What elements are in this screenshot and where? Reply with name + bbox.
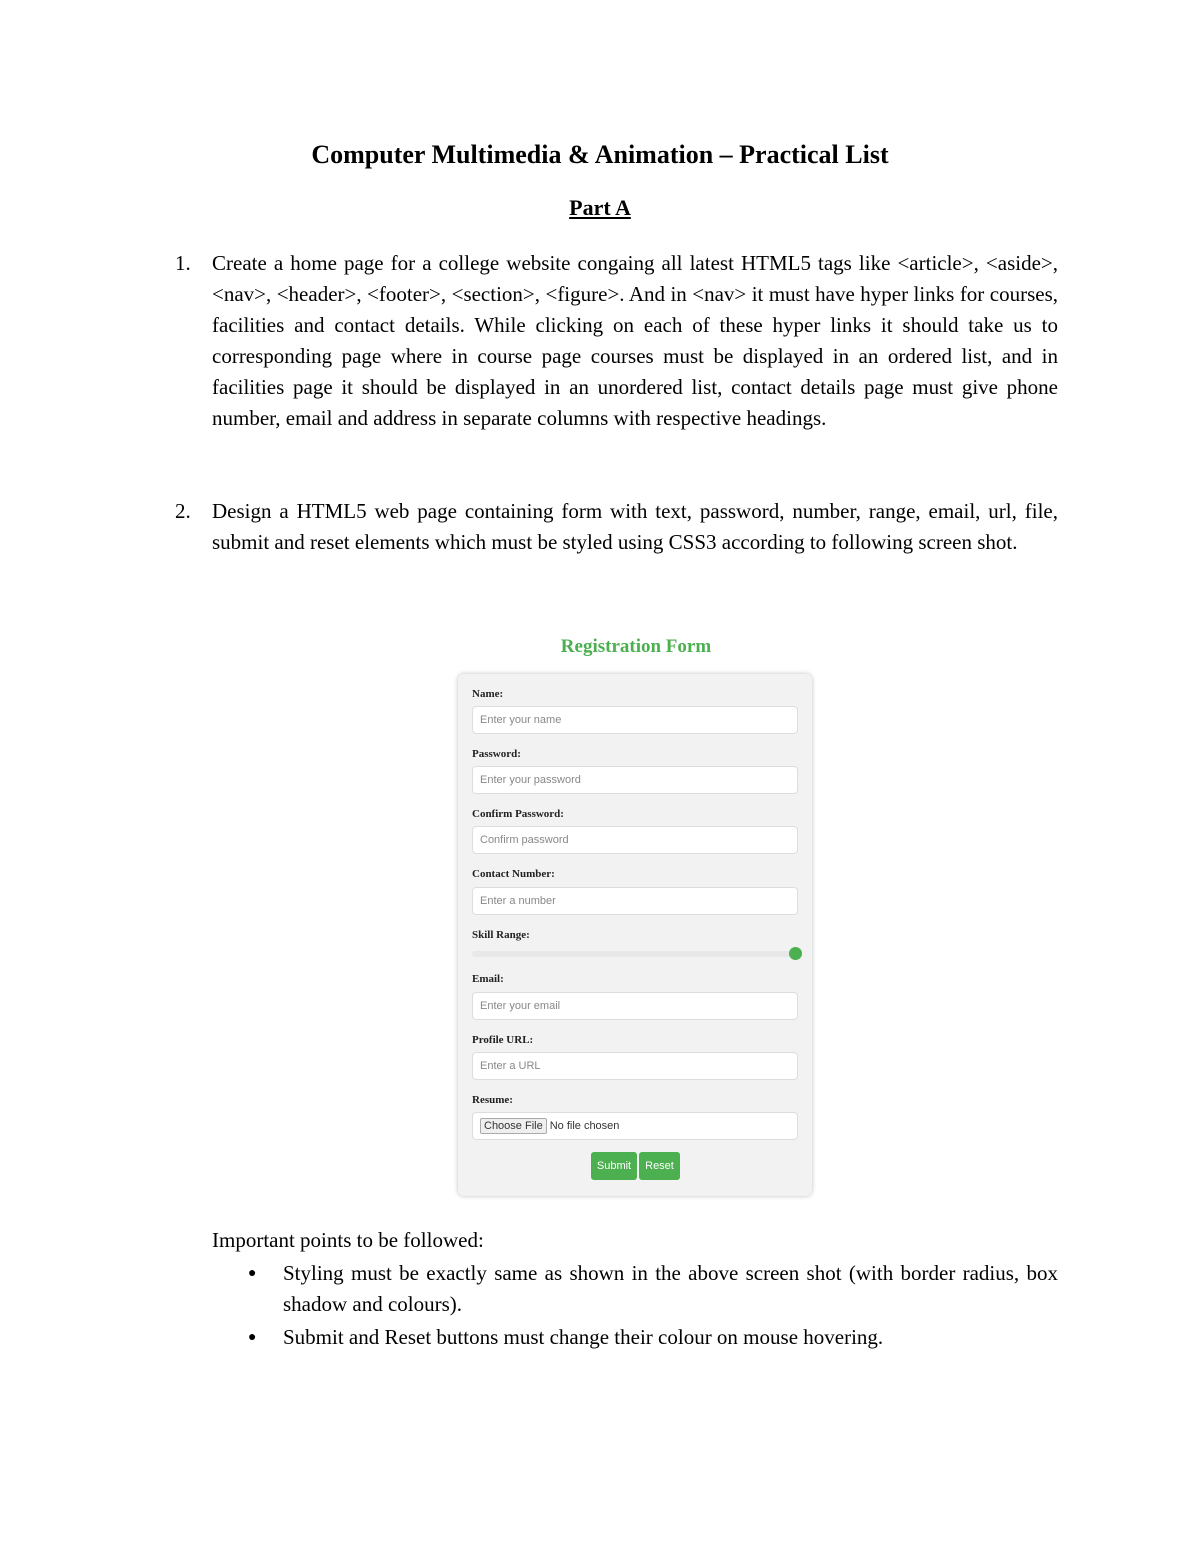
range-thumb[interactable] <box>789 947 802 960</box>
question-text: Design a HTML5 web page containing form with text, password, number, range, email, url, file, submit and reset elements which must be styled using CSS3 according to following screen shot. <box>212 499 1058 554</box>
skill-range-slider[interactable] <box>472 947 798 961</box>
skill-range-label: Skill Range: <box>472 929 530 941</box>
submit-button[interactable]: Submit <box>591 1152 637 1180</box>
document-title: Computer Multimedia & Animation – Practical List <box>311 140 889 169</box>
form-card <box>458 674 812 1196</box>
password-label: Password: <box>472 748 521 760</box>
confirm-password-input[interactable]: Confirm password <box>472 826 798 854</box>
contact-number-label: Contact Number: <box>472 868 555 880</box>
confirm-password-label: Confirm Password: <box>472 808 564 820</box>
file-status: No file chosen <box>549 1120 620 1132</box>
bullet-icon: ● <box>248 1266 257 1281</box>
document-subtitle: Part A <box>569 195 631 220</box>
registration-form-screenshot <box>440 628 832 1203</box>
email-label: Email: <box>472 973 504 985</box>
range-track <box>472 951 792 957</box>
profile-url-label: Profile URL: <box>472 1034 534 1046</box>
password-input[interactable]: Enter your password <box>472 766 798 794</box>
contact-number-input[interactable]: Enter a number <box>472 887 798 915</box>
bullet-icon: ● <box>248 1330 257 1345</box>
email-input[interactable]: Enter your email <box>472 992 798 1020</box>
name-label: Name: <box>472 688 504 700</box>
question-number: 2. <box>175 499 191 523</box>
points-heading: Important points to be followed: <box>212 1228 484 1252</box>
choose-file-button[interactable]: Choose File <box>480 1118 547 1134</box>
question-number: 1. <box>175 251 191 275</box>
profile-url-input[interactable]: Enter a URL <box>472 1052 798 1080</box>
name-input[interactable]: Enter your name <box>472 706 798 734</box>
reset-button[interactable]: Reset <box>639 1152 680 1180</box>
question-text: Create a home page for a college website congaing all latest HTML5 tags like <article>, <aside>, <nav>, <header>, <footer>, <section>, <figure>. And in <nav> it must have hyper links for courses, facilities and contact details. While clicking on each of these hyper links it should take us to corresponding page where in course page courses must be displayed in an ordered list, and in facilities page it should be displayed in an unordered list, contact details page must give phone number, email and address in separate columns with respective headings. <box>212 251 1058 430</box>
resume-file-input[interactable] <box>472 1112 798 1140</box>
point-text: Styling must be exactly same as shown in the above screen shot (with border radius, box shadow and colours). <box>283 1261 1058 1316</box>
form-title: Registration Form <box>560 636 712 657</box>
point-text: Submit and Reset buttons must change their colour on mouse hovering. <box>283 1325 884 1349</box>
resume-label: Resume: <box>472 1094 513 1106</box>
